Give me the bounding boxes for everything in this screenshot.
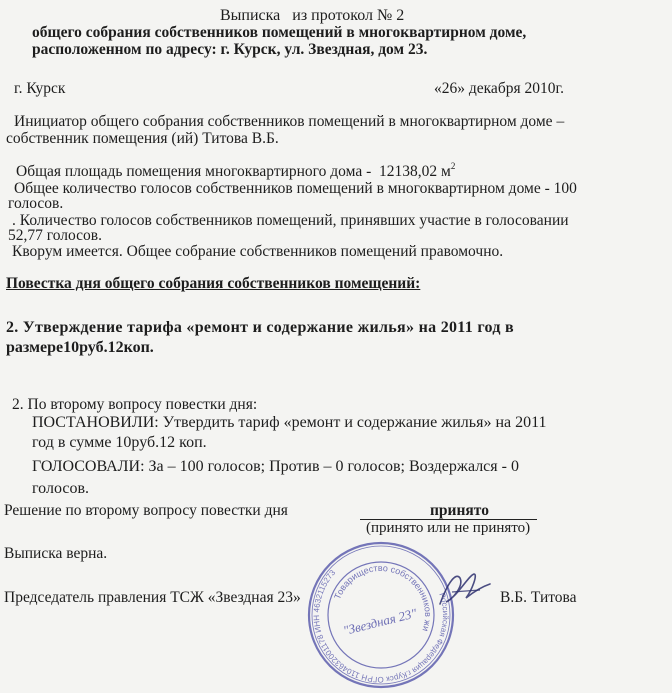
voted-line-1: ГОЛОСОВАЛИ: За – 100 голосов; Против – 0 голосов; Воздержался - 0 [32, 458, 519, 475]
area-label: Общая площадь помещения многоквартирного дома - [16, 163, 372, 180]
stamp-outer-text: Российская Федерация г.Курск ОГРН 1104632001178 ИНН 4632115273 [311, 568, 451, 685]
initiator-line-2: собственник помещения (ий) Титова В.Б. [6, 130, 279, 147]
decision-intro: 2. По второму вопросу повестки дня: [12, 396, 258, 413]
result-label: Решение по второму вопросу повестки дня [4, 502, 288, 519]
certified-text: Выписка верна. [4, 545, 108, 562]
agenda-heading: Повестка дня общего собрания собственников помещений: [6, 275, 421, 292]
document-subtitle-1: общего собрания собственников помещений в многоквартирном доме, [32, 24, 527, 41]
votes-total-line-2: голосов. [8, 195, 64, 212]
document-date: «26» декабря 2010г. [434, 80, 564, 97]
title-suffix: из протокол № 2 [292, 7, 405, 24]
stamp-center-text: "Звездная 23" [341, 605, 419, 639]
city: г. Курск [14, 80, 66, 97]
stamp-inner-text: Товарищество собственников жилья [332, 562, 434, 633]
votes-total-line-1: Общее количество голосов собственников помещений в многоквартирном доме - 100 [14, 180, 577, 197]
voted-line-2: голосов. [32, 480, 89, 497]
seal-stamp [306, 540, 456, 690]
area-line [16, 163, 455, 180]
resolved-line-2: год в сумме 10руб.12 коп. [32, 434, 207, 451]
initiator-line-1: Инициатор общего собрания собственников помещений в многоквартирном доме – [14, 113, 565, 130]
chair-name: В.Б. Титова [500, 589, 577, 606]
result-value: принято [418, 502, 499, 520]
result-hint: (принято или не принято) [366, 520, 531, 536]
votes-present-line-2: 52,77 голосов. [8, 227, 102, 244]
agenda-item-line-2: размере10руб.12коп. [6, 339, 154, 356]
quorum-text: Кворум имеется. Общее собрание собственников помещений правомочно. [12, 243, 504, 260]
document-subtitle-2: расположенном по адресу: г. Курск, ул. Звездная, дом 23. [32, 41, 428, 58]
area-value: 12138,02 м [379, 163, 451, 180]
chair-label: Председатель правления ТСЖ «Звездная 23» [4, 589, 301, 606]
votes-present-text: Количество голосов собственников помещений, принявших участие в голосовании [19, 212, 569, 229]
area-unit-sup: 2 [450, 161, 456, 171]
result-line [360, 502, 537, 520]
title-prefix: Выписка [220, 7, 281, 24]
signature-scribble [434, 568, 494, 612]
agenda-item-line-1: 2. Утверждение тарифа «ремонт и содержание жилья» на 2011 год в [6, 319, 514, 336]
document-title [220, 7, 404, 24]
resolved-line-1: ПОСТАНОВИЛИ: Утвердить тариф «ремонт и содержание жилья» на 2011 [32, 414, 547, 431]
votes-present-line-1: . Количество голосов собственников помещений, принявших участие в голосовании [12, 212, 569, 229]
